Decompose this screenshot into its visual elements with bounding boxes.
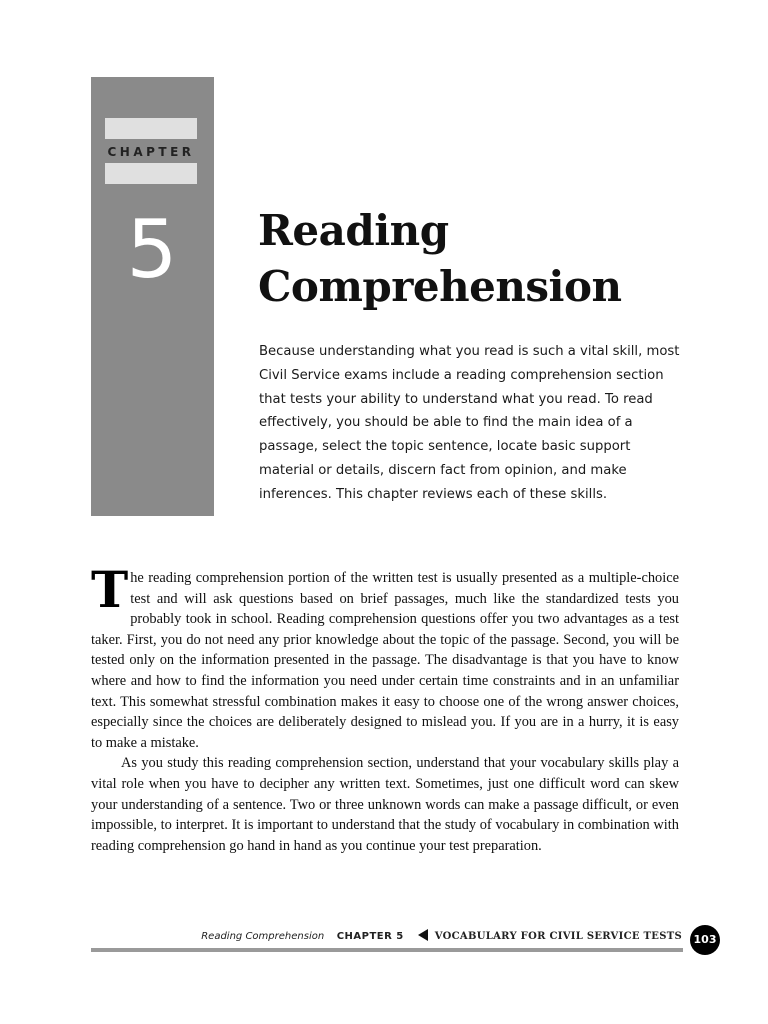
chapter-title-line2: Comprehension bbox=[258, 262, 622, 311]
chapter-intro: Because understanding what you read is such a vital skill, most Civil Service exams include a reading comprehension section that tests your ability to understand what you read. To read effectively, you should be able to find the main idea of a passage, select the topic sentence, locate basic support material or details, discern fact from opinion, and make inferences. This chapter reviews each of these skills. bbox=[259, 344, 680, 502]
paragraph-one-text: he reading comprehension portion of the written test is usually presented as a multiple-choice test and will ask questions based on brief passages, much like the standardized tests you probably took in school. Reading comprehension questions offer you two advantages as a test taker. First, you do not need any prior knowledge about the topic of the passage. Second, you will be tested only on the information presented in the passage. The disadvantage is that you have to know where and how to find the information you need under certain time constraints and in an unfamiliar text. This somewhat stressful combination makes it easy to choose one of the wrong answer choices, especially since the choices are deliberately designed to mislead you. If you are in a hurry, it is easy to make a mistake. bbox=[91, 570, 679, 751]
drop-cap: T bbox=[91, 560, 129, 619]
chapter-number: 5 bbox=[126, 203, 178, 296]
footer-chapter: CHAPTER 5 bbox=[336, 931, 404, 942]
chapter-title bbox=[258, 203, 718, 315]
page-number: 103 bbox=[690, 925, 720, 955]
left-arrow-icon bbox=[418, 929, 428, 941]
chapter-label-bar-top bbox=[105, 118, 197, 139]
footer-book-title: VOCABULARY FOR CIVIL SERVICE TESTS bbox=[434, 931, 682, 942]
running-footer bbox=[201, 928, 682, 946]
paragraph-two: As you study this reading comprehension section, understand that your vocabulary skills play a vital role when you have to decipher any written text. Sometimes, just one difficult word can skew your understanding of a sentence. Two or three unknown words can make a passage difficult, or even impossible, to interpret. It is important to understand that the study of vocabulary in combination with reading comprehension go hand in hand as you continue your test preparation. bbox=[91, 755, 679, 854]
chapter-title-line1: Reading bbox=[258, 206, 449, 255]
chapter-label: CHAPTER bbox=[107, 145, 195, 159]
body-text bbox=[91, 560, 679, 856]
footer-rule bbox=[91, 948, 683, 952]
footer-section-title: Reading Comprehension bbox=[201, 931, 325, 942]
paragraph-one bbox=[91, 560, 679, 753]
chapter-label-bar-bottom bbox=[105, 163, 197, 184]
chapter-sidebar-block bbox=[91, 77, 214, 516]
